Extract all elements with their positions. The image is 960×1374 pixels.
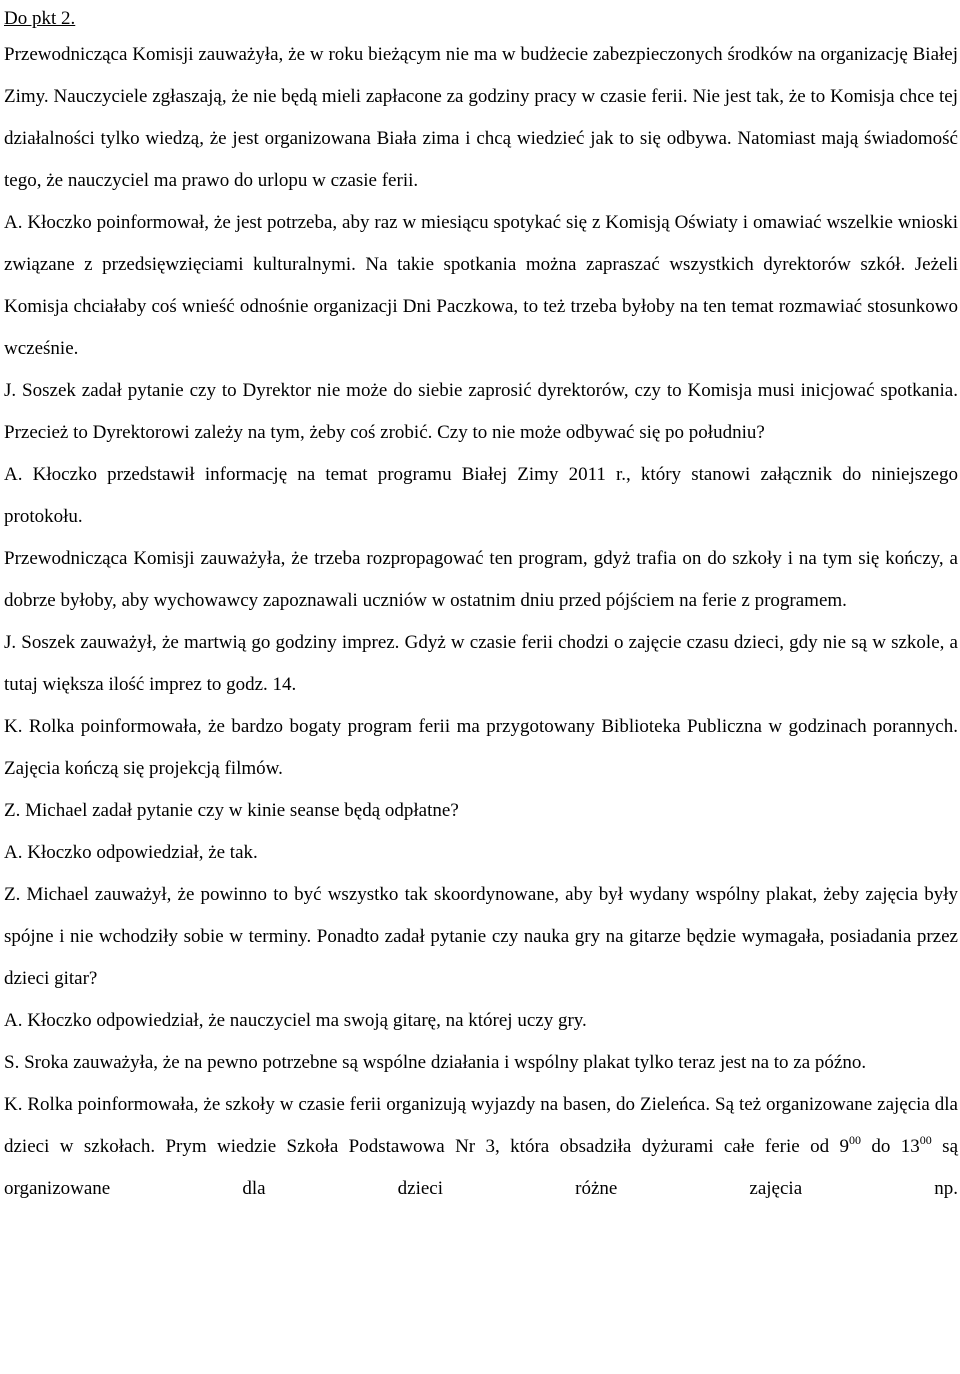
paragraph: K. Rolka poinformowała, że bardzo bogaty program ferii ma przygotowany Biblioteka Publiczna w godzinach porannych. Zajęcia kończą się projekcją filmów. [4,716,958,779]
paragraph: A. Kłoczko odpowiedział, że nauczyciel ma swoją gitarę, na której uczy gry. [4,1010,587,1031]
paragraph: A. Kłoczko przedstawił informację na temat programu Białej Zimy 2011 r., który stanowi załącznik do niniejszego protokołu. [4,464,958,527]
paragraph: J. Soszek zadał pytanie czy to Dyrektor nie może do siebie zaprosić dyrektorów, czy to Komisja musi inicjować spotkania. Przecież to Dyrektorowi zależy na tym, żeby coś zrobić. Czy to nie może odbywać się po południu? [4,380,958,443]
paragraph-text: są organizowane dla dzieci różne zajęcia np. [4,1136,959,1199]
paragraph-text: do 13 [860,1136,920,1157]
paragraph: Przewodnicząca Komisji zauważyła, że trzeba rozpropagować ten program, gdyż trafia on do szkoły i na tym się kończy, a dobrze byłoby, aby wychowawcy zapoznawali uczniów w ostatnim dniu przed pójściem na ferie z programem. [4,548,958,611]
paragraph: Z. Michael zauważył, że powinno to być wszystko tak skoordynowane, aby był wydany wspólny plakat, żeby zajęcia były spójne i nie wchodziły sobie w terminy. Ponadto zadał pytanie czy nauka gry na gitarze będzie wymagała, posiadania przez dzieci gitar? [4,884,958,989]
paragraph-text: K. Rolka poinformowała, że szkoły w czasie ferii organizują wyjazdy na basen, do Zieleńca. Są też organizowane zajęcia dla dzieci w szkołach. Prym wiedzie Szkoła Podstawowa Nr 3, która obsadziła dyżurami całe ferie od 9 [4,1094,958,1157]
paragraph: Przewodnicząca Komisji zauważyła, że w roku bieżącym nie ma w budżecie zabezpieczonych środków na organizację Białej Zimy. Nauczyciele zgłaszają, że nie będą mieli zapłacone za godziny pracy w czasie ferii. Nie jest tak, że to Komisja chce tej działalności tylko wiedzą, że jest organizowana Biała zima i chcą wiedzieć jak to się odbywa. Natomiast mają świadomość tego, że nauczyciel ma prawo do urlopu w czasie ferii. [4,44,958,191]
paragraph-continued [4,1084,958,1210]
document-body [4,34,958,1210]
paragraph: A. Kłoczko odpowiedział, że tak. [4,842,258,863]
paragraph: S. Sroka zauważyła, że na pewno potrzebne są wspólne działania i wspólny plakat tylko teraz jest na to za późno. [4,1052,867,1073]
paragraph: A. Kłoczko poinformował, że jest potrzeba, aby raz w miesiącu spotykać się z Komisją Oświaty i omawiać wszelkie wnioski związane z przedsięwzięciami kulturalnymi. Na takie spotkania można zapraszać wszystkich dyrektorów szkół. Jeżeli Komisja chciałaby coś wnieść odnośnie organizacji Dni Paczkowa, to też trzeba byłoby na ten temat rozmawiać stosunkowo wcześnie. [4,212,958,359]
time-superscript: 00 [919,1133,932,1147]
paragraph: J. Soszek zauważył, że martwią go godziny imprez. Gdyż w czasie ferii chodzi o zajęcie czasu dzieci, gdy nie są w szkole, a tutaj większa ilość imprez to godz. 14. [4,632,958,695]
section-heading: Do pkt 2. [4,8,76,29]
paragraph: Z. Michael zadał pytanie czy w kinie seanse będą odpłatne? [4,800,459,821]
time-superscript: 00 [848,1133,861,1147]
